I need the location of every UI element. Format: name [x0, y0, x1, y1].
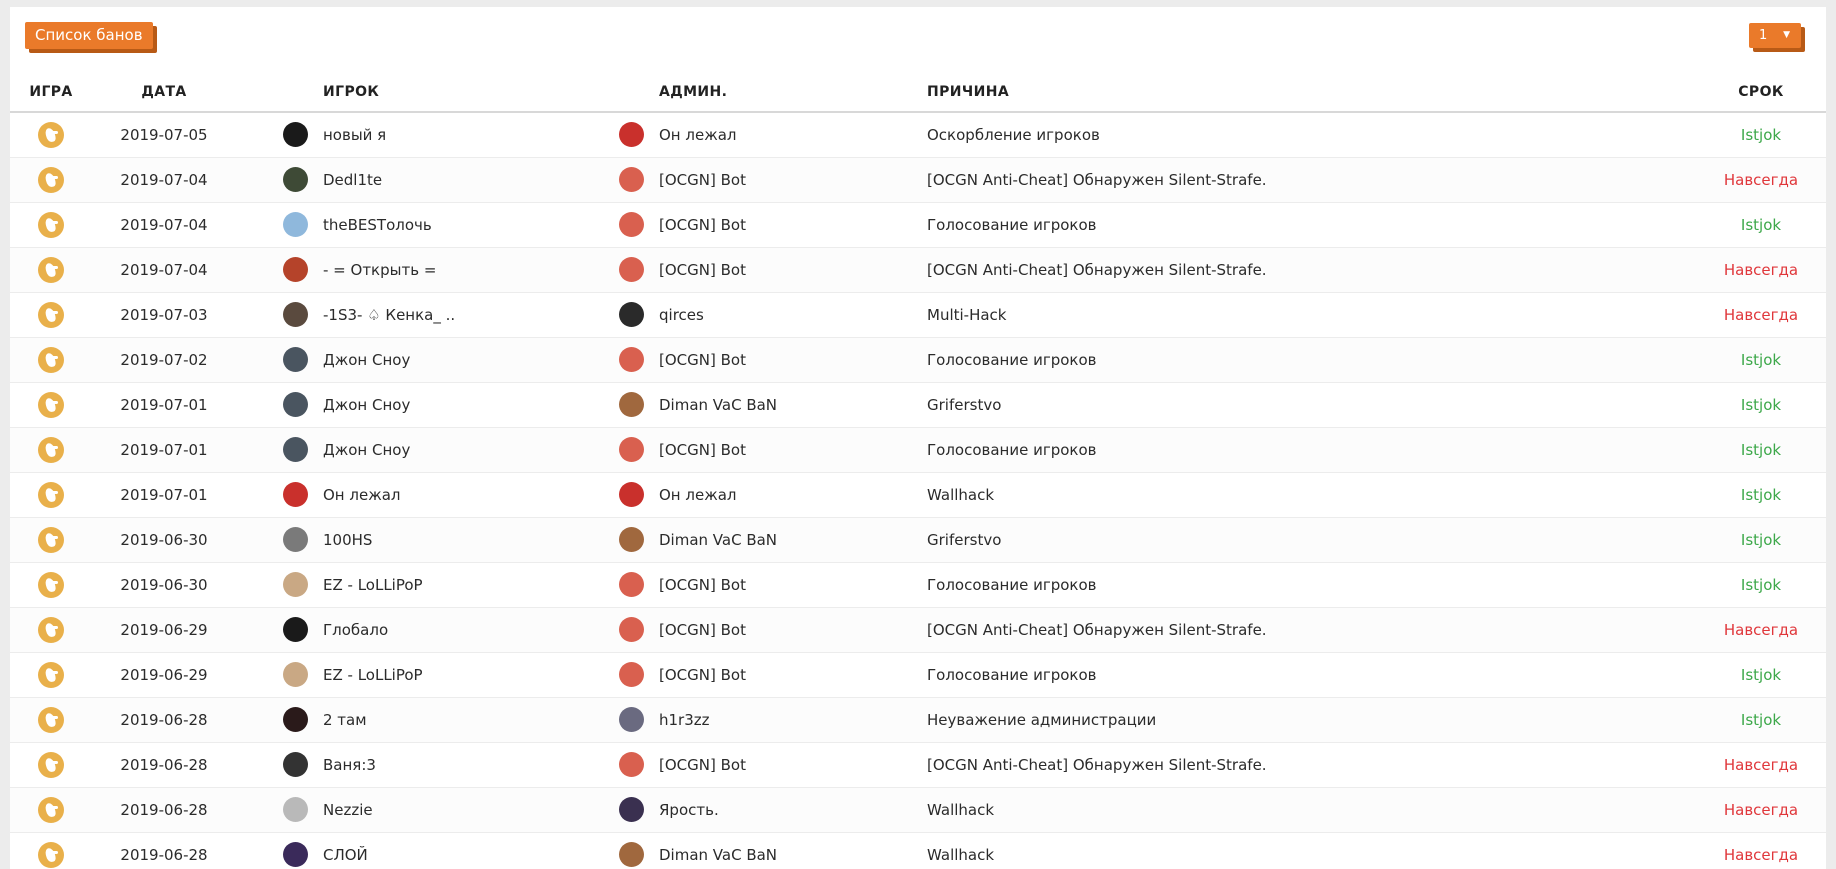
ban-date: 2019-07-03 [92, 292, 236, 337]
admin-name[interactable]: [OCGN] Bot [644, 652, 912, 697]
ban-term: Навсегда [1696, 247, 1826, 292]
table-header-row [10, 72, 1826, 112]
ban-term: Istjok [1696, 517, 1826, 562]
admin-avatar[interactable] [619, 302, 644, 327]
admin-name[interactable]: Diman VaC BaN [644, 382, 912, 427]
player-name[interactable]: 100HS [308, 517, 586, 562]
ban-date: 2019-06-28 [92, 742, 236, 787]
player-avatar[interactable] [283, 437, 308, 462]
player-avatar-cell [236, 652, 308, 697]
player-avatar-cell [236, 157, 308, 202]
ban-date: 2019-06-29 [92, 607, 236, 652]
player-avatar-cell [236, 787, 308, 832]
ban-reason: Wallhack [912, 472, 1696, 517]
ban-reason: Голосование игроков [912, 337, 1696, 382]
player-name[interactable]: Глобало [308, 607, 586, 652]
ban-reason: Голосование игроков [912, 652, 1696, 697]
game-cell [10, 787, 92, 832]
admin-avatar-cell [586, 337, 644, 382]
player-avatar[interactable] [283, 122, 308, 147]
table-row[interactable] [10, 382, 1826, 427]
ban-term: Istjok [1696, 112, 1826, 157]
game-cell [10, 742, 92, 787]
admin-name[interactable]: [OCGN] Bot [644, 202, 912, 247]
ban-reason: Голосование игроков [912, 427, 1696, 472]
column-header-game[interactable]: ИГРА [10, 72, 92, 112]
table-row[interactable] [10, 472, 1826, 517]
chevron-down-icon: ▼ [1783, 30, 1790, 40]
table-row[interactable] [10, 517, 1826, 562]
admin-name[interactable]: [OCGN] Bot [644, 607, 912, 652]
table-row[interactable] [10, 697, 1826, 742]
table-row[interactable] [10, 652, 1826, 697]
ban-reason: Голосование игроков [912, 202, 1696, 247]
player-name[interactable]: Джон Сноу [308, 382, 586, 427]
player-avatar[interactable] [283, 842, 308, 867]
game-cell [10, 202, 92, 247]
admin-avatar-cell [586, 247, 644, 292]
admin-avatar[interactable] [619, 527, 644, 552]
player-avatar[interactable] [283, 482, 308, 507]
ban-term: Навсегда [1696, 832, 1826, 869]
cs-game-icon [38, 122, 64, 148]
cs-game-icon [38, 482, 64, 508]
player-avatar[interactable] [283, 572, 308, 597]
cs-game-icon [38, 302, 64, 328]
table-row[interactable] [10, 427, 1826, 472]
ban-term: Навсегда [1696, 292, 1826, 337]
player-avatar-cell [236, 337, 308, 382]
ban-date: 2019-07-01 [92, 472, 236, 517]
ban-term: Istjok [1696, 202, 1826, 247]
admin-avatar[interactable] [619, 572, 644, 597]
admin-avatar[interactable] [619, 257, 644, 282]
game-cell [10, 427, 92, 472]
player-name[interactable]: 2 там [308, 697, 586, 742]
game-cell [10, 517, 92, 562]
player-name[interactable]: EZ - LoLLiPoP [308, 652, 586, 697]
admin-name[interactable]: Он лежал [644, 472, 912, 517]
ban-date: 2019-07-04 [92, 202, 236, 247]
table-row[interactable] [10, 157, 1826, 202]
player-name[interactable]: новый я [308, 112, 586, 157]
admin-name[interactable]: [OCGN] Bot [644, 157, 912, 202]
table-row[interactable] [10, 562, 1826, 607]
cs-game-icon [38, 752, 64, 778]
admin-avatar[interactable] [619, 347, 644, 372]
ban-date: 2019-06-28 [92, 787, 236, 832]
player-avatar-cell [236, 517, 308, 562]
admin-avatar[interactable] [619, 437, 644, 462]
ban-date: 2019-07-01 [92, 427, 236, 472]
cs-game-icon [38, 842, 64, 868]
table-row[interactable] [10, 337, 1826, 382]
player-avatar-cell [236, 292, 308, 337]
player-avatar-cell [236, 562, 308, 607]
player-name[interactable]: Джон Сноу [308, 427, 586, 472]
admin-avatar[interactable] [619, 707, 644, 732]
ban-reason: [OCGN Anti-Cheat] Обнаружен Silent-Strafe. [912, 157, 1696, 202]
admin-avatar-cell [586, 562, 644, 607]
ban-term: Istjok [1696, 652, 1826, 697]
player-avatar[interactable] [283, 392, 308, 417]
ban-term: Istjok [1696, 382, 1826, 427]
ban-term: Istjok [1696, 472, 1826, 517]
ban-date: 2019-06-29 [92, 652, 236, 697]
page-select[interactable] [1749, 23, 1801, 48]
ban-reason: Wallhack [912, 787, 1696, 832]
ban-term: Istjok [1696, 562, 1826, 607]
column-header-player-avatar [236, 72, 308, 112]
ban-date: 2019-06-28 [92, 832, 236, 869]
cs-game-icon [38, 662, 64, 688]
ban-term: Навсегда [1696, 787, 1826, 832]
admin-avatar-cell [586, 292, 644, 337]
game-cell [10, 472, 92, 517]
admin-avatar[interactable] [619, 797, 644, 822]
table-row[interactable] [10, 742, 1826, 787]
page-select-value: 1 [1759, 28, 1768, 43]
cs-game-icon [38, 257, 64, 283]
ban-reason: [OCGN Anti-Cheat] Обнаружен Silent-Strafe. [912, 607, 1696, 652]
player-avatar[interactable] [283, 302, 308, 327]
admin-name[interactable]: Diman VaC BaN [644, 832, 912, 869]
ban-date: 2019-06-30 [92, 517, 236, 562]
player-avatar[interactable] [283, 662, 308, 687]
admin-name[interactable]: h1r3zz [644, 697, 912, 742]
player-avatar[interactable] [283, 257, 308, 282]
player-avatar[interactable] [283, 527, 308, 552]
ban-date: 2019-07-02 [92, 337, 236, 382]
admin-avatar-cell [586, 652, 644, 697]
player-avatar-cell [236, 202, 308, 247]
admin-avatar-cell [586, 832, 644, 869]
player-avatar-cell [236, 247, 308, 292]
admin-name[interactable]: [OCGN] Bot [644, 562, 912, 607]
admin-avatar[interactable] [619, 167, 644, 192]
ban-term: Навсегда [1696, 742, 1826, 787]
column-header-reason[interactable]: ПРИЧИНА [912, 72, 1696, 112]
bans-panel [10, 7, 1826, 869]
ban-reason: Wallhack [912, 832, 1696, 869]
ban-term: Istjok [1696, 337, 1826, 382]
ban-date: 2019-07-01 [92, 382, 236, 427]
cs-game-icon [38, 707, 64, 733]
player-name[interactable]: theBESTолочь [308, 202, 586, 247]
admin-avatar-cell [586, 382, 644, 427]
ban-date: 2019-06-30 [92, 562, 236, 607]
table-row[interactable] [10, 607, 1826, 652]
table-row[interactable] [10, 787, 1826, 832]
admin-avatar[interactable] [619, 212, 644, 237]
cs-game-icon [38, 617, 64, 643]
table-row[interactable] [10, 832, 1826, 869]
ban-reason: Голосование игроков [912, 562, 1696, 607]
player-avatar[interactable] [283, 752, 308, 777]
player-name[interactable]: Dedl1te [308, 157, 586, 202]
game-cell [10, 112, 92, 157]
ban-reason: Griferstvo [912, 517, 1696, 562]
admin-avatar[interactable] [619, 662, 644, 687]
ban-date: 2019-06-28 [92, 697, 236, 742]
ban-date: 2019-07-04 [92, 247, 236, 292]
ban-term: Istjok [1696, 697, 1826, 742]
cs-game-icon [38, 572, 64, 598]
table-row[interactable] [10, 202, 1826, 247]
game-cell [10, 292, 92, 337]
admin-avatar[interactable] [619, 122, 644, 147]
ban-term: Istjok [1696, 427, 1826, 472]
admin-avatar[interactable] [619, 842, 644, 867]
player-avatar[interactable] [283, 797, 308, 822]
game-cell [10, 832, 92, 869]
ban-reason: [OCGN Anti-Cheat] Обнаружен Silent-Strafe. [912, 742, 1696, 787]
ban-date: 2019-07-04 [92, 157, 236, 202]
admin-avatar-cell [586, 697, 644, 742]
column-header-admin-avatar [586, 72, 644, 112]
player-avatar-cell [236, 742, 308, 787]
player-avatar-cell [236, 112, 308, 157]
admin-name[interactable]: Он лежал [644, 112, 912, 157]
player-avatar[interactable] [283, 617, 308, 642]
ban-reason: Неуважение администрации [912, 697, 1696, 742]
player-avatar-cell [236, 427, 308, 472]
player-name[interactable]: - = Открыть = [308, 247, 586, 292]
player-avatar-cell [236, 607, 308, 652]
game-cell [10, 697, 92, 742]
game-cell [10, 157, 92, 202]
ban-reason: Griferstvo [912, 382, 1696, 427]
player-name[interactable]: Nezzie [308, 787, 586, 832]
admin-avatar-cell [586, 607, 644, 652]
admin-avatar[interactable] [619, 392, 644, 417]
cs-game-icon [38, 167, 64, 193]
cs-game-icon [38, 212, 64, 238]
admin-name[interactable]: [OCGN] Bot [644, 337, 912, 382]
admin-name[interactable]: [OCGN] Bot [644, 742, 912, 787]
admin-avatar-cell [586, 427, 644, 472]
bans-table [10, 72, 1826, 869]
player-name[interactable]: EZ - LoLLiPoP [308, 562, 586, 607]
player-avatar[interactable] [283, 167, 308, 192]
admin-name[interactable]: qirces [644, 292, 912, 337]
game-cell [10, 607, 92, 652]
admin-avatar[interactable] [619, 482, 644, 507]
ban-term: Навсегда [1696, 607, 1826, 652]
player-name[interactable]: СЛОЙ [308, 832, 586, 869]
cs-game-icon [38, 392, 64, 418]
admin-avatar-cell [586, 112, 644, 157]
ban-term: Навсегда [1696, 157, 1826, 202]
column-header-term[interactable]: СРОК [1696, 72, 1826, 112]
admin-name[interactable]: [OCGN] Bot [644, 247, 912, 292]
ban-list-title-button[interactable]: Список банов [25, 22, 153, 49]
player-avatar-cell [236, 697, 308, 742]
admin-avatar-cell [586, 202, 644, 247]
ban-reason: [OCGN Anti-Cheat] Обнаружен Silent-Strafe. [912, 247, 1696, 292]
table-row[interactable] [10, 292, 1826, 337]
admin-avatar[interactable] [619, 617, 644, 642]
player-name[interactable]: -1S3- ♤ Кенка_ .. [308, 292, 586, 337]
table-row[interactable] [10, 112, 1826, 157]
player-avatar-cell [236, 382, 308, 427]
ban-reason: Multi-Hack [912, 292, 1696, 337]
admin-avatar-cell [586, 787, 644, 832]
player-avatar[interactable] [283, 212, 308, 237]
admin-name[interactable]: [OCGN] Bot [644, 427, 912, 472]
ban-date: 2019-07-05 [92, 112, 236, 157]
ban-rows [10, 112, 1826, 869]
player-avatar-cell [236, 832, 308, 869]
player-name[interactable]: Джон Сноу [308, 337, 586, 382]
table-row[interactable] [10, 247, 1826, 292]
game-cell [10, 337, 92, 382]
player-avatar[interactable] [283, 707, 308, 732]
cs-game-icon [38, 527, 64, 553]
admin-avatar-cell [586, 157, 644, 202]
game-cell [10, 652, 92, 697]
admin-avatar-cell [586, 517, 644, 562]
column-header-admin[interactable]: АДМИН. [644, 72, 912, 112]
cs-game-icon [38, 797, 64, 823]
player-avatar-cell [236, 472, 308, 517]
admin-avatar-cell [586, 742, 644, 787]
game-cell [10, 382, 92, 427]
player-name[interactable]: Он лежал [308, 472, 586, 517]
admin-avatar-cell [586, 472, 644, 517]
player-name[interactable]: Ваня:3 [308, 742, 586, 787]
admin-name[interactable]: Diman VaC BaN [644, 517, 912, 562]
game-cell [10, 247, 92, 292]
ban-reason: Оскорбление игроков [912, 112, 1696, 157]
cs-game-icon [38, 437, 64, 463]
cs-game-icon [38, 347, 64, 373]
column-header-player[interactable]: ИГРОК [308, 72, 586, 112]
admin-avatar[interactable] [619, 752, 644, 777]
game-cell [10, 562, 92, 607]
column-header-date[interactable]: ДАТА [92, 72, 236, 112]
player-avatar[interactable] [283, 347, 308, 372]
admin-name[interactable]: Ярость. [644, 787, 912, 832]
